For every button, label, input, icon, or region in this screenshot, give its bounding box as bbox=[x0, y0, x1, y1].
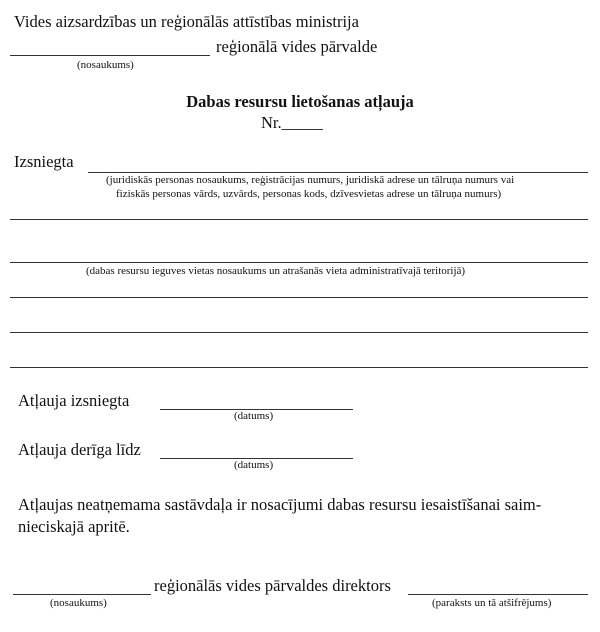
issued-to-field[interactable] bbox=[88, 172, 588, 173]
permit-number-blank: _____ bbox=[281, 113, 323, 132]
blank-line[interactable] bbox=[10, 219, 588, 220]
director-office-caption: (nosaukums) bbox=[50, 597, 107, 609]
blank-line[interactable] bbox=[10, 297, 588, 298]
signature-field[interactable] bbox=[408, 594, 588, 595]
conditions-paragraph-line1: Atļaujas neatņemama sastāvdaļa ir nosacījumi dabas resursu iesaistīšanai saim- bbox=[18, 495, 542, 514]
director-office-field[interactable] bbox=[13, 594, 151, 595]
blank-line[interactable] bbox=[10, 332, 588, 333]
issued-to-caption-line1: (juridiskās personas nosaukums, reģistrācijas numurs, juridiskā adrese un tālruņa numurs vai bbox=[106, 174, 515, 186]
director-label: reģionālās vides pārvaldes direktors bbox=[154, 576, 391, 595]
regional-office-label: reģionālā vides pārvalde bbox=[216, 37, 378, 56]
office-name-caption: (nosaukums) bbox=[77, 59, 134, 71]
site-field[interactable] bbox=[10, 262, 588, 263]
issued-to-label: Izsniegta bbox=[14, 152, 74, 171]
issued-to-caption-line2: fiziskās personas vārds, uzvārds, personas kods, dzīvesvietas adrese un tālruņa numurs) bbox=[116, 188, 502, 200]
blank-line[interactable] bbox=[10, 367, 588, 368]
issued-date-label: Atļauja izsniegta bbox=[18, 391, 130, 410]
valid-until-label: Atļauja derīga līdz bbox=[18, 440, 141, 459]
ministry-name: Vides aizsardzības un reģionālās attīstības ministrija bbox=[14, 12, 359, 31]
document-title: Dabas resursu lietošanas atļauja bbox=[186, 92, 414, 111]
valid-until-caption: (datums) bbox=[234, 459, 274, 471]
office-name-field[interactable] bbox=[10, 55, 210, 56]
issued-date-caption: (datums) bbox=[234, 410, 274, 422]
signature-caption: (paraksts un tā atšifrējums) bbox=[432, 597, 552, 609]
conditions-paragraph-line2: nieciskajā apritē. bbox=[18, 517, 130, 536]
permit-number-label: Nr. bbox=[261, 113, 282, 132]
site-caption: (dabas resursu ieguves vietas nosaukums un atrašanās vieta administratīvajā teritorijā) bbox=[86, 265, 466, 277]
permit-number[interactable] bbox=[261, 113, 323, 133]
